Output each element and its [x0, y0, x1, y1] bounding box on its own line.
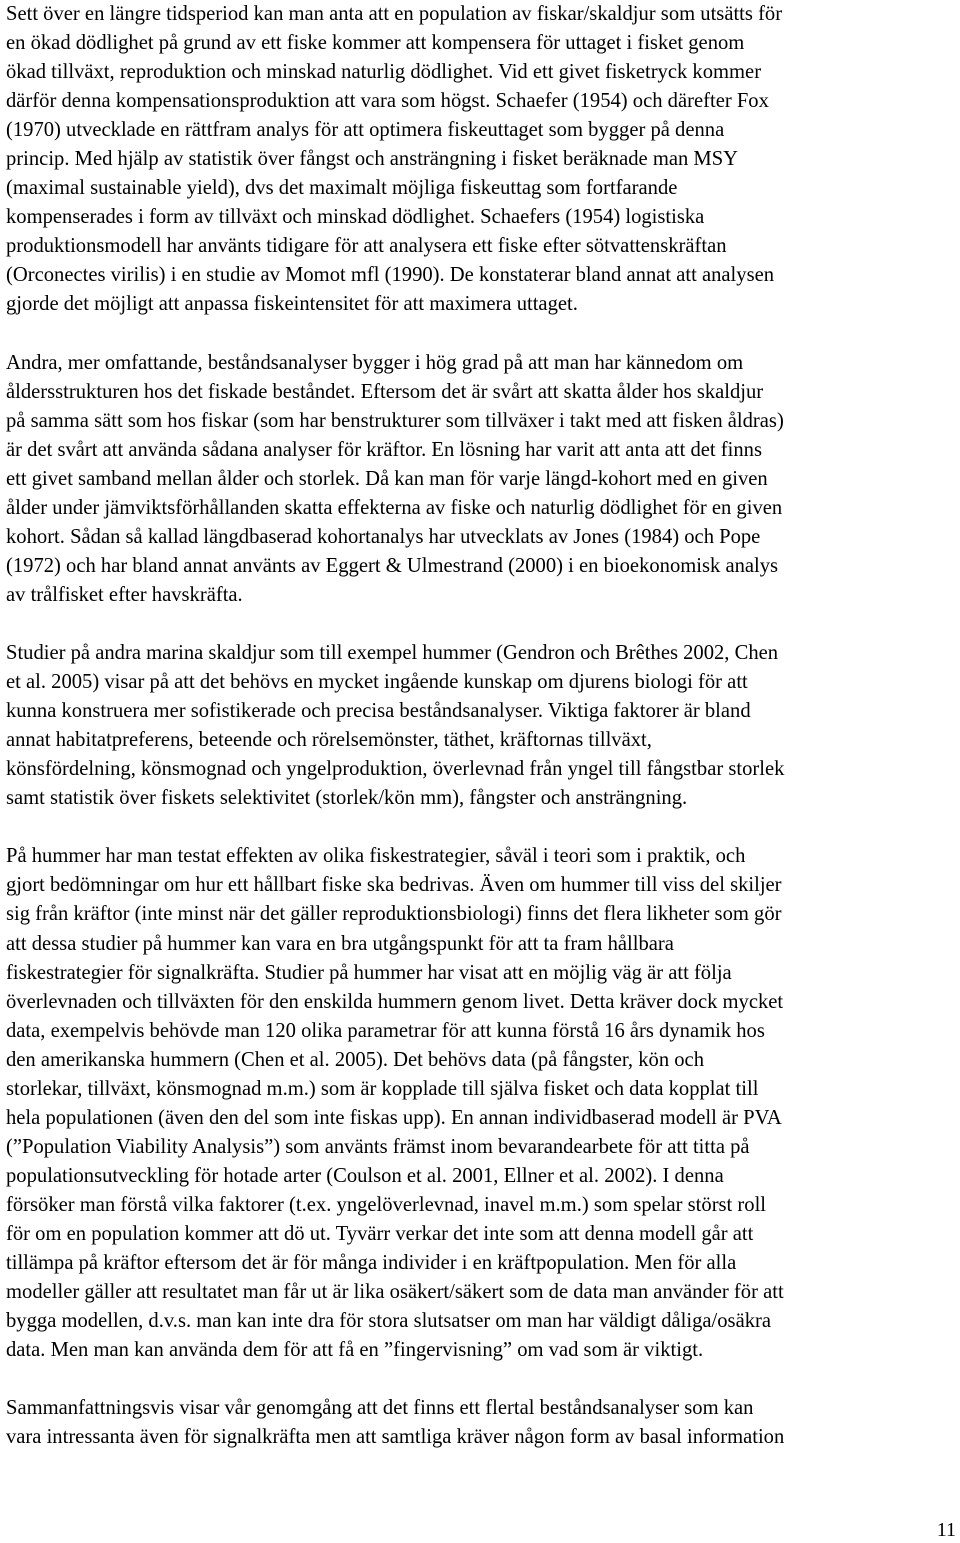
text-line: Sammanfattningsvis visar vår genomgång att det finns ett flertal beståndsanalyser som kan: [6, 1397, 754, 1420]
paragraph-2: [6, 349, 960, 610]
text-line: (1970) utvecklade en rättfram analys för att optimera fiskeuttaget som bygger på denna: [6, 119, 725, 142]
text-line: kohort. Sådan så kallad längdbaserad kohortanalys har utvecklats av Jones (1984) och Pope: [6, 525, 761, 548]
text-line: princip. Med hjälp av statistik över fångst och ansträngning i fisket beräknade man MSY: [6, 148, 739, 171]
text-line: ett givet samband mellan ålder och storlek. Då kan man för varje längd-kohort med en given: [6, 467, 768, 490]
text-line: ökad tillväxt, reproduktion och minskad naturlig dödlighet. Vid ett givet fisketryck kommer: [6, 61, 762, 84]
text-line: kompenserades i form av tillväxt och minskad dödlighet. Schaefers (1954) logistiska: [6, 206, 705, 229]
text-line: (1972) och har bland annat använts av Eggert & Ulmestrand (2000) i en bioekonomisk analys: [6, 554, 779, 577]
paragraph-spacer: [6, 320, 960, 349]
text-line: sig från kräftor (inte minst när det gäller reproduktionsbiologi) finns det flera likheter som gör: [6, 903, 782, 926]
paragraph-3: [6, 639, 960, 813]
text-line: populationsutveckling för hotade arter (Coulson et al. 2001, Ellner et al. 2002). I denna: [6, 1164, 724, 1187]
text-line: åldersstrukturen hos det fiskade beståndet. Eftersom det är svårt att skatta ålder hos skaldjur: [6, 380, 764, 403]
paragraph-5: [6, 1394, 960, 1452]
text-line: överlevnaden och tillväxten för den enskilda hummern genom livet. Detta kräver dock mycket: [6, 990, 784, 1013]
text-line: vara intressanta även för signalkräfta men att samtliga kräver någon form av basal information: [6, 1426, 785, 1449]
text-line: et al. 2005) visar på att det behövs en mycket ingående kunskap om djurens biologi för att: [6, 671, 748, 694]
body-text: [6, 0, 960, 1452]
text-line: att dessa studier på hummer kan vara en bra utgångspunkt för att ta fram hållbara: [6, 932, 674, 955]
text-line: data. Men man kan använda dem för att få en ”fingervisning” om vad som är viktigt.: [6, 1339, 704, 1362]
text-line: produktionsmodell har använts tidigare för att analysera ett fiske efter sötvattenskräftan: [6, 235, 727, 258]
text-line: den amerikanska hummern (Chen et al. 2005). Det behövs data (på fångster, kön och: [6, 1048, 704, 1071]
text-line: bygga modellen, d.v.s. man kan inte dra för stora slutsatser om man har väldigt dåliga/osäkra: [6, 1310, 772, 1333]
text-line: samt statistik över fiskets selektivitet (storlek/kön mm), fångster och ansträngning.: [6, 787, 688, 810]
text-line: könsfördelning, könsmognad och yngelproduktion, överlevnad från yngel till fångstbar storlek: [6, 758, 785, 781]
text-line: är det svårt att använda sådana analyser för kräftor. En lösning har varit att anta att det finns: [6, 438, 762, 461]
text-line: kunna konstruera mer sofistikerade och precisa beståndsanalyser. Viktiga faktorer är bland: [6, 700, 751, 723]
text-line: försöker man förstå vilka faktorer (t.ex. yngelöverlevnad, inavel m.m.) som spelar störst roll: [6, 1193, 767, 1216]
text-line: modeller gäller att resultatet man får ut är lika osäkert/säkert som de data man använder för att: [6, 1281, 784, 1304]
paragraph-spacer: [6, 610, 960, 639]
text-line: på samma sätt som hos fiskar (som har benstrukturer som tillväxer i takt med att fisken åldras): [6, 409, 784, 432]
text-line: (”Population Viability Analysis”) som använts främst inom bevarandearbete för att titta på: [6, 1135, 750, 1158]
text-line: data, exempelvis behövde man 120 olika parametrar för att kunna förstå 16 års dynamik hos: [6, 1019, 765, 1042]
text-line: hela populationen (även den del som inte fiskas upp). En annan individbaserad modell är PVA: [6, 1106, 782, 1129]
text-line: Andra, mer omfattande, beståndsanalyser bygger i hög grad på att man har kännedom om: [6, 351, 744, 374]
text-line: annat habitatpreferens, beteende och rörelsemönster, täthet, kräftornas tillväxt,: [6, 729, 652, 752]
text-line: för om en population kommer att dö ut. Tyvärr verkar det inte som att denna modell går att: [6, 1222, 754, 1245]
text-line: Studier på andra marina skaldjur som till exempel hummer (Gendron och Brêthes 2002, Chen: [6, 642, 779, 665]
text-line: en ökad dödlighet på grund av ett fiske kommer att kompensera för uttaget i fisket genom: [6, 32, 745, 55]
text-line: gjort bedömningar om hur ett hållbart fiske ska bedrivas. Även om hummer till viss del skiljer: [6, 874, 782, 897]
text-line: (Orconectes virilis) i en studie av Momot mfl (1990). De konstaterar bland annat att analysen: [6, 264, 775, 287]
text-line: fiskestrategier för signalkräfta. Studier på hummer har visat att en möjlig väg är att följa: [6, 961, 732, 984]
text-line: (maximal sustainable yield), dvs det maximalt möjliga fiskeuttag som fortfarande: [6, 177, 678, 200]
paragraph-spacer: [6, 813, 960, 842]
text-line: storlekar, tillväxt, könsmognad m.m.) som är kopplade till själva fisket och data kopplat till: [6, 1077, 759, 1100]
text-line: På hummer har man testat effekten av olika fiskestrategier, såväl i teori som i praktik, och: [6, 845, 746, 868]
text-line: Sett över en längre tidsperiod kan man anta att en population av fiskar/skaldjur som utsätts för: [6, 3, 783, 25]
text-line: ålder under jämviktsförhållanden skatta effekterna av fiske och naturlig dödlighet för en given: [6, 496, 783, 519]
paragraph-4: [6, 842, 960, 1365]
text-line: därför denna kompensationsproduktion att vara som högst. Schaefer (1954) och därefter Fox: [6, 90, 769, 113]
text-line: gjorde det möjligt att anpassa fiskeintensitet för att maximera uttaget.: [6, 293, 578, 316]
paragraph-spacer: [6, 1365, 960, 1394]
text-line: tillämpa på kräftor eftersom det är för många individer i en kräftpopulation. Men för alla: [6, 1252, 737, 1275]
text-line: av trålfisket efter havskräfta.: [6, 583, 243, 606]
paragraph-1: [6, 0, 960, 320]
page-number: 11: [936, 1519, 956, 1541]
